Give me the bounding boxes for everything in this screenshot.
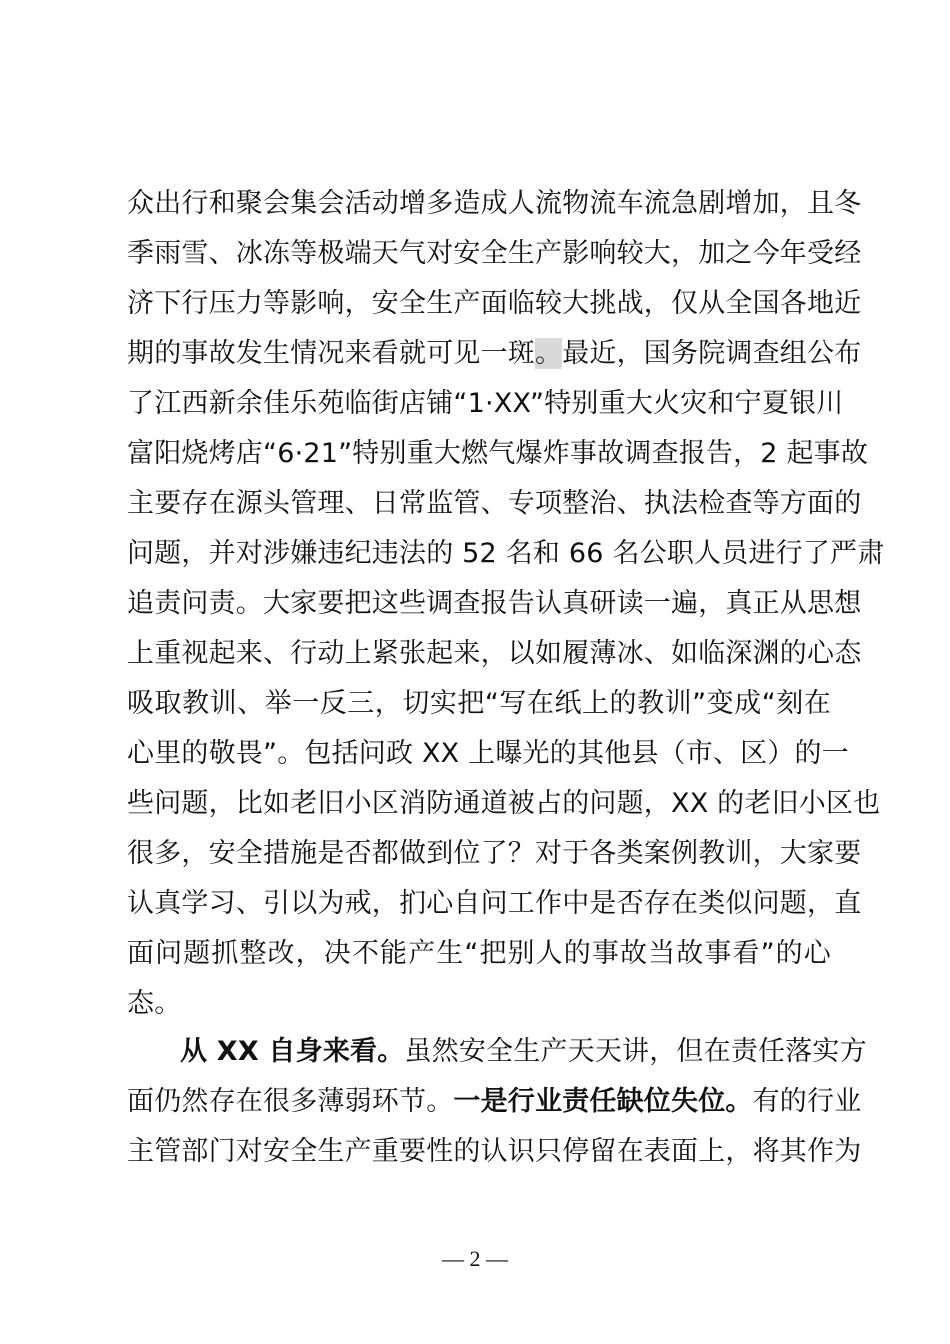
text-segment: 最近，国务院调查组公布	[562, 338, 862, 369]
text-line: 富阳烧烤店“6·21”特别重大燃气爆炸事故调查报告，2 起事故	[127, 438, 869, 469]
text-line: 主管部门对安全生产重要性的认识只停留在表面上，将其作为	[127, 1136, 862, 1167]
text-line: 上重视起来、行动上紧张起来，以如履薄冰、如临深渊的心态	[127, 638, 862, 669]
text-line: 季雨雪、冰冻等极端天气对安全生产影响较大，加之今年受经	[127, 238, 862, 269]
text-line: 主要存在源头管理、日常监管、专项整治、执法检查等方面的	[127, 488, 862, 519]
text-line: 吸取教训、举一反三，切实把“写在纸上的教训”变成“刻在	[127, 688, 831, 719]
text-line: 很多，安全措施是否都做到位了？对于各类案例教训，大家要	[127, 838, 862, 869]
text-line: 态。	[127, 988, 182, 1019]
text-line: 心里的敬畏”。包括问政 XX 上曝光的其他县（市、区）的一	[127, 738, 849, 769]
point-heading: 一是行业责任缺位失位。	[453, 1086, 753, 1117]
page-number: — 2 —	[442, 1246, 508, 1271]
text-line: 济下行压力等影响，安全生产面临较大挑战，仅从全国各地近	[127, 288, 862, 319]
highlighted-period[interactable]: 。	[535, 338, 563, 369]
text-segment: 有的行业	[752, 1086, 862, 1117]
text-line: 追责问责。大家要把这些调查报告认真研读一遍，真正从思想	[127, 588, 862, 619]
text-line: 众出行和聚会集会活动增多造成人流物流车流急剧增加，且冬	[127, 188, 862, 219]
text-segment: 面仍然存在很多薄弱环节。	[127, 1086, 454, 1117]
text-line: 问题，并对涉嫌违纪违法的 52 名和 66 名公职人员进行了严肃	[127, 538, 885, 569]
section-heading: 从 XX 自身来看。	[180, 1036, 405, 1067]
text-segment: 虽然安全生产天天讲，但在责任落实方	[404, 1036, 867, 1067]
text-line: 认真学习、引以为戒，扪心自问工作中是否存在类似问题，直	[127, 888, 862, 919]
text-segment: 期的事故发生情况来看就可见一斑	[127, 338, 535, 369]
text-line-with-highlight	[127, 337, 862, 371]
text-line: 面问题抓整改，决不能产生“把别人的事故当故事看”的心	[127, 938, 831, 969]
section-heading-line	[180, 1035, 867, 1069]
text-line: 了江西新余佳乐苑临街店铺“1·XX”特别重大火灾和宁夏银川	[127, 388, 844, 419]
text-line: 些问题，比如老旧小区消防通道被占的问题，XX 的老旧小区也	[127, 788, 881, 819]
text-line	[127, 1085, 862, 1119]
